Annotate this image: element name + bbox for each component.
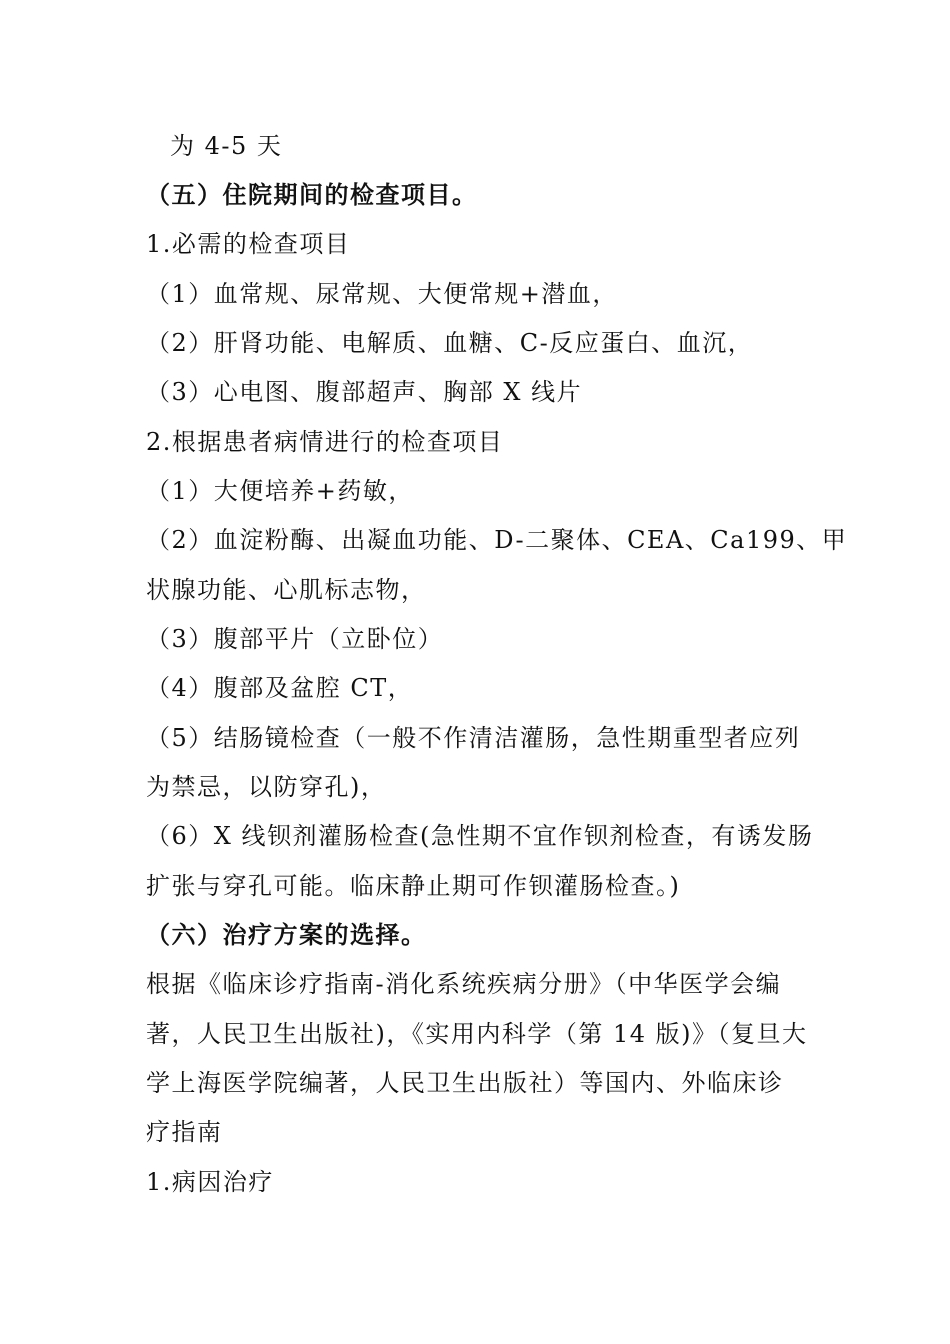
text-line: 为禁忌，以防穿孔)， — [146, 773, 387, 801]
paragraph-line: 学上海医学院编著，人民卫生出版社）等国内、外临床诊 — [146, 1069, 784, 1097]
list-item: （4）腹部及盆腔 CT， — [146, 674, 414, 702]
subheading: 1.必需的检查项目 — [146, 230, 351, 258]
paragraph-line: 根据《临床诊疗指南-消化系统疾病分册》（中华医学会编 — [146, 970, 782, 998]
paragraph-line: 疗指南 — [146, 1118, 223, 1146]
paragraph-line: 著，人民卫生出版社)，《实用内科学（第 14 版)》（复旦大 — [146, 1020, 808, 1048]
list-item: （5）结肠镜检查（一般不作清洁灌肠，急性期重型者应列 — [146, 724, 801, 752]
subheading: 2.根据患者病情进行的检查项目 — [146, 428, 504, 456]
list-item: （1）大便培养+药敏， — [146, 477, 414, 505]
list-item: （2）肝肾功能、电解质、血糖、C-反应蛋白、血沉， — [146, 329, 754, 357]
list-item: （2）血淀粉酶、出凝血功能、D-二聚体、CEA、Ca199、甲 — [146, 526, 848, 554]
list-item: （3）腹部平片（立卧位） — [146, 625, 444, 653]
text-line: 状腺功能、心肌标志物， — [146, 576, 427, 604]
section-heading: （六）治疗方案的选择。 — [146, 920, 427, 949]
text-line: 为 4-5 天 — [170, 132, 283, 160]
text-line: 扩张与穿孔可能。临床静止期可作钡灌肠检查。) — [146, 872, 681, 900]
subheading: 1.病因治疗 — [146, 1168, 274, 1196]
list-item: （6）X 线钡剂灌肠检查(急性期不宜作钡剂检查，有诱发肠 — [146, 822, 814, 850]
list-item: （3）心电图、腹部超声、胸部 X 线片 — [146, 378, 583, 406]
list-item: （1）血常规、尿常规、大便常规+潜血， — [146, 280, 618, 308]
section-heading: （五）住院期间的检查项目。 — [146, 180, 478, 209]
